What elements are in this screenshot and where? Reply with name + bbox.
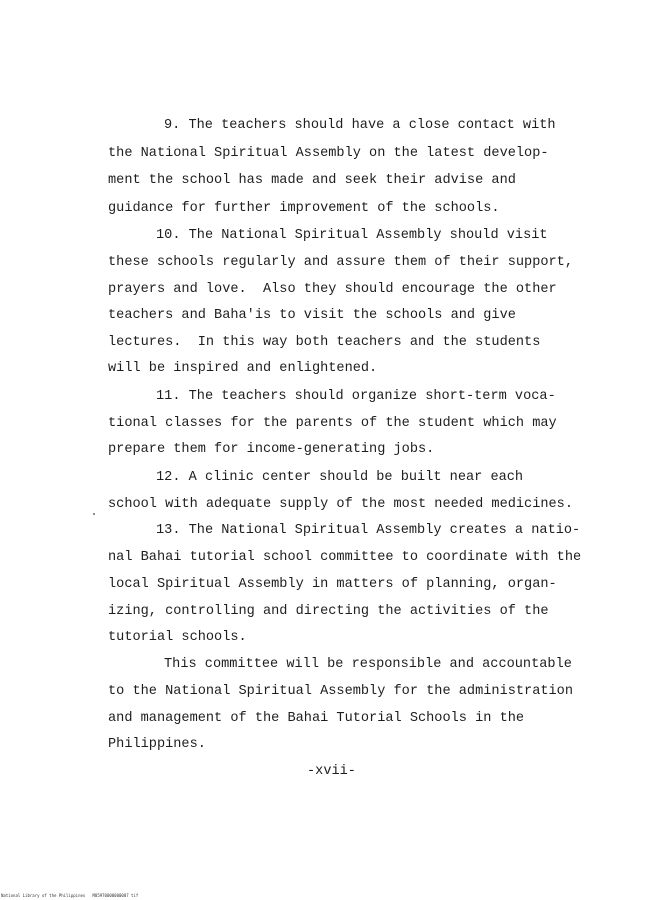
scan-speck <box>93 513 95 515</box>
archive-footer: National Library of the Philippines M05970000000007 tif <box>1 893 139 898</box>
text-line: ment the school has made and seek their advise and <box>108 173 516 188</box>
text-line: 11. The teachers should organize short-term voca- <box>156 389 556 404</box>
text-line: 12. A clinic center should be built near each <box>156 470 524 485</box>
text-line: will be inspired and enlightened. <box>108 361 378 376</box>
text-line: the National Spiritual Assembly on the latest develop- <box>108 146 549 161</box>
text-line: guidance for further improvement of the schools. <box>108 201 500 216</box>
text-line: teachers and Baha'is to visit the schools and give <box>108 308 516 323</box>
page-number: -xvii- <box>307 764 356 779</box>
text-line: prayers and love. Also they should encourage the other <box>108 282 557 297</box>
text-line: tutorial schools. <box>108 630 247 645</box>
text-line: Philippines. <box>108 737 206 752</box>
text-line: 13. The National Spiritual Assembly creates a natio- <box>156 523 581 538</box>
text-line: 10. The National Spiritual Assembly should visit <box>156 228 548 243</box>
text-line: school with adequate supply of the most needed medicines. <box>108 497 573 512</box>
text-line: to the National Spiritual Assembly for the administration <box>108 684 573 699</box>
text-line: izing, controlling and directing the activities of the <box>108 604 549 619</box>
text-line: these schools regularly and assure them of their support, <box>108 255 573 270</box>
text-line: tional classes for the parents of the student which may <box>108 416 557 431</box>
text-line: lectures. In this way both teachers and the students <box>108 335 541 350</box>
text-line: and management of the Bahai Tutorial Schools in the <box>108 711 525 726</box>
text-line: local Spiritual Assembly in matters of planning, organ- <box>108 577 557 592</box>
text-line: nal Bahai tutorial school committee to coordinate with the <box>108 550 582 565</box>
text-line: prepare them for income-generating jobs. <box>108 442 435 457</box>
text-line: This committee will be responsible and accountable <box>164 657 572 672</box>
text-line: 9. The teachers should have a close contact with <box>164 118 556 133</box>
